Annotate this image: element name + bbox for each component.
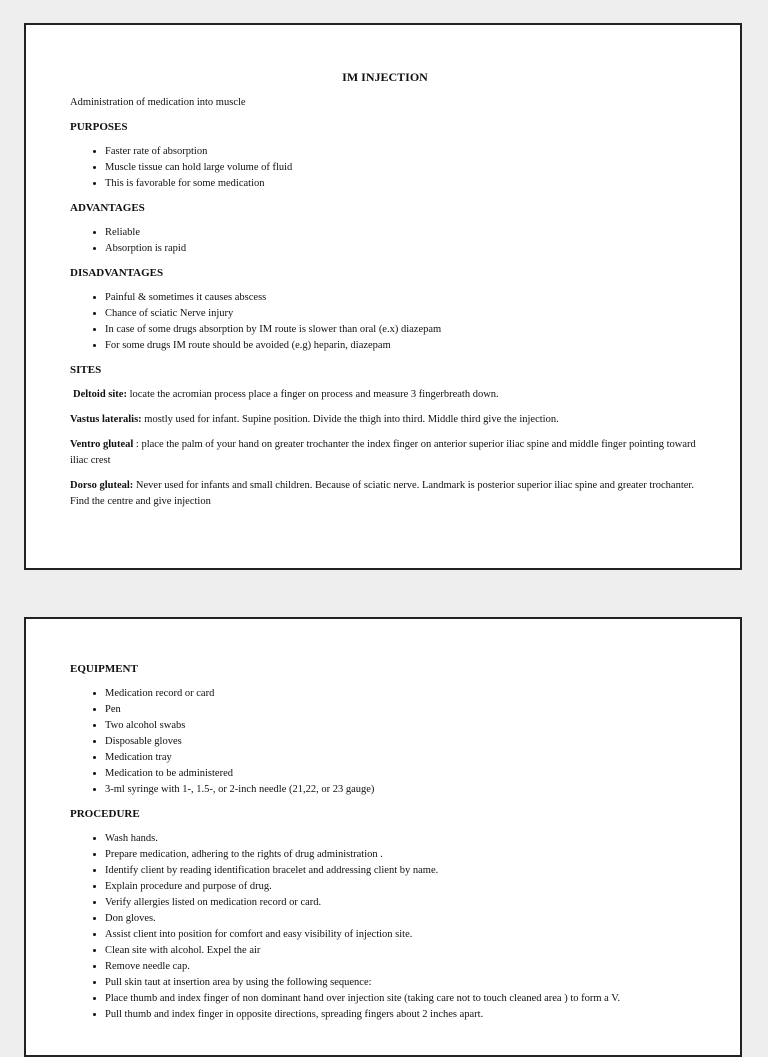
site-label: Deltoid site: <box>73 389 127 400</box>
list-item: • Two alcohol swabs <box>105 718 700 734</box>
list-item: • Pull thumb and index finger in opposite directions, spreading fingers about 2 inches apart. <box>105 1007 700 1023</box>
site-text: locate the acromian process place a finger on process and measure 3 fingerbreath down. <box>126 389 499 400</box>
site-text: Never used for infants and small children. Because of sciatic nerve. Landmark is posterior superior iliac spine and greater trochanter. Find the centre and give injection <box>70 480 694 507</box>
list-item: • In case of some drugs absorption by IM route is slower than oral (e.x) diazepam <box>105 322 700 338</box>
list-item: • Medication to be administered <box>105 766 700 782</box>
list-item: • Absorption is rapid <box>105 241 700 257</box>
list-item: • Remove needle cap. <box>105 959 700 975</box>
site-deltoid <box>70 387 700 403</box>
page-1-content <box>70 69 700 519</box>
intro-text: Administration of medication into muscle <box>70 97 246 108</box>
equipment-heading: EQUIPMENT <box>70 663 138 675</box>
advantages-heading: ADVANTAGES <box>70 202 145 214</box>
list-item: • Medication record or card <box>105 686 700 702</box>
site-vastus-lateralis <box>70 412 700 428</box>
list-item: • 3-ml syringe with 1-, 1.5-, or 2-inch needle (21,22, or 23 gauge) <box>105 782 700 798</box>
document-page-1 <box>24 23 742 570</box>
list-item: • Clean site with alcohol. Expel the air <box>105 943 700 959</box>
site-label: Ventro gluteal <box>70 439 134 450</box>
sites-heading: SITES <box>70 364 102 376</box>
list-item: • Pen <box>105 702 700 718</box>
purposes-heading: PURPOSES <box>70 121 128 133</box>
list-item: • Place thumb and index finger of non dominant hand over injection site (taking care not to touch cleaned area ) to form a V. <box>105 991 700 1007</box>
list-item: • Chance of sciatic Nerve injury <box>105 306 700 322</box>
site-label: Dorso gluteal: <box>70 480 134 491</box>
list-item: • This is favorable for some medication <box>105 176 700 192</box>
list-item: • For some drugs IM route should be avoided (e.g) heparin, diazepam <box>105 338 700 354</box>
site-text: : place the palm of your hand on greater trochanter the index finger on anterior superior iliac spine and middle finger pointing toward iliac crest <box>70 439 696 466</box>
list-item: • Don gloves. <box>105 911 700 927</box>
list-item: • Wash hands. <box>105 831 700 847</box>
advantages-list <box>70 225 700 257</box>
document-title: IM INJECTION <box>342 70 428 84</box>
site-dorso-gluteal <box>70 478 700 510</box>
disadvantages-list <box>70 290 700 354</box>
list-item: • Identify client by reading identification bracelet and addressing client by name. <box>105 863 700 879</box>
list-item: • Reliable <box>105 225 700 241</box>
list-item: • Verify allergies listed on medication record or card. <box>105 895 700 911</box>
list-item: • Painful & sometimes it causes abscess <box>105 290 700 306</box>
list-item: • Prepare medication, adhering to the rights of drug administration . <box>105 847 700 863</box>
disadvantages-heading: DISADVANTAGES <box>70 267 164 279</box>
site-ventro-gluteal <box>70 437 700 469</box>
procedure-list <box>70 831 700 1023</box>
page-2-content <box>70 661 700 1031</box>
list-item: • Explain procedure and purpose of drug. <box>105 879 700 895</box>
equipment-list <box>70 686 700 798</box>
list-item: • Faster rate of absorption <box>105 144 700 160</box>
list-item: • Disposable gloves <box>105 734 700 750</box>
procedure-heading: PROCEDURE <box>70 808 140 820</box>
purposes-list <box>70 144 700 192</box>
site-text: mostly used for infant. Supine position. Divide the thigh into third. Middle third give the injection. <box>141 414 559 425</box>
document-page-2 <box>24 617 742 1057</box>
list-item: • Muscle tissue can hold large volume of fluid <box>105 160 700 176</box>
site-label: Vastus lateralis: <box>70 414 142 425</box>
list-item: • Pull skin taut at insertion area by using the following sequence: <box>105 975 700 991</box>
list-item: • Assist client into position for comfort and easy visibility of injection site. <box>105 927 700 943</box>
list-item: • Medication tray <box>105 750 700 766</box>
